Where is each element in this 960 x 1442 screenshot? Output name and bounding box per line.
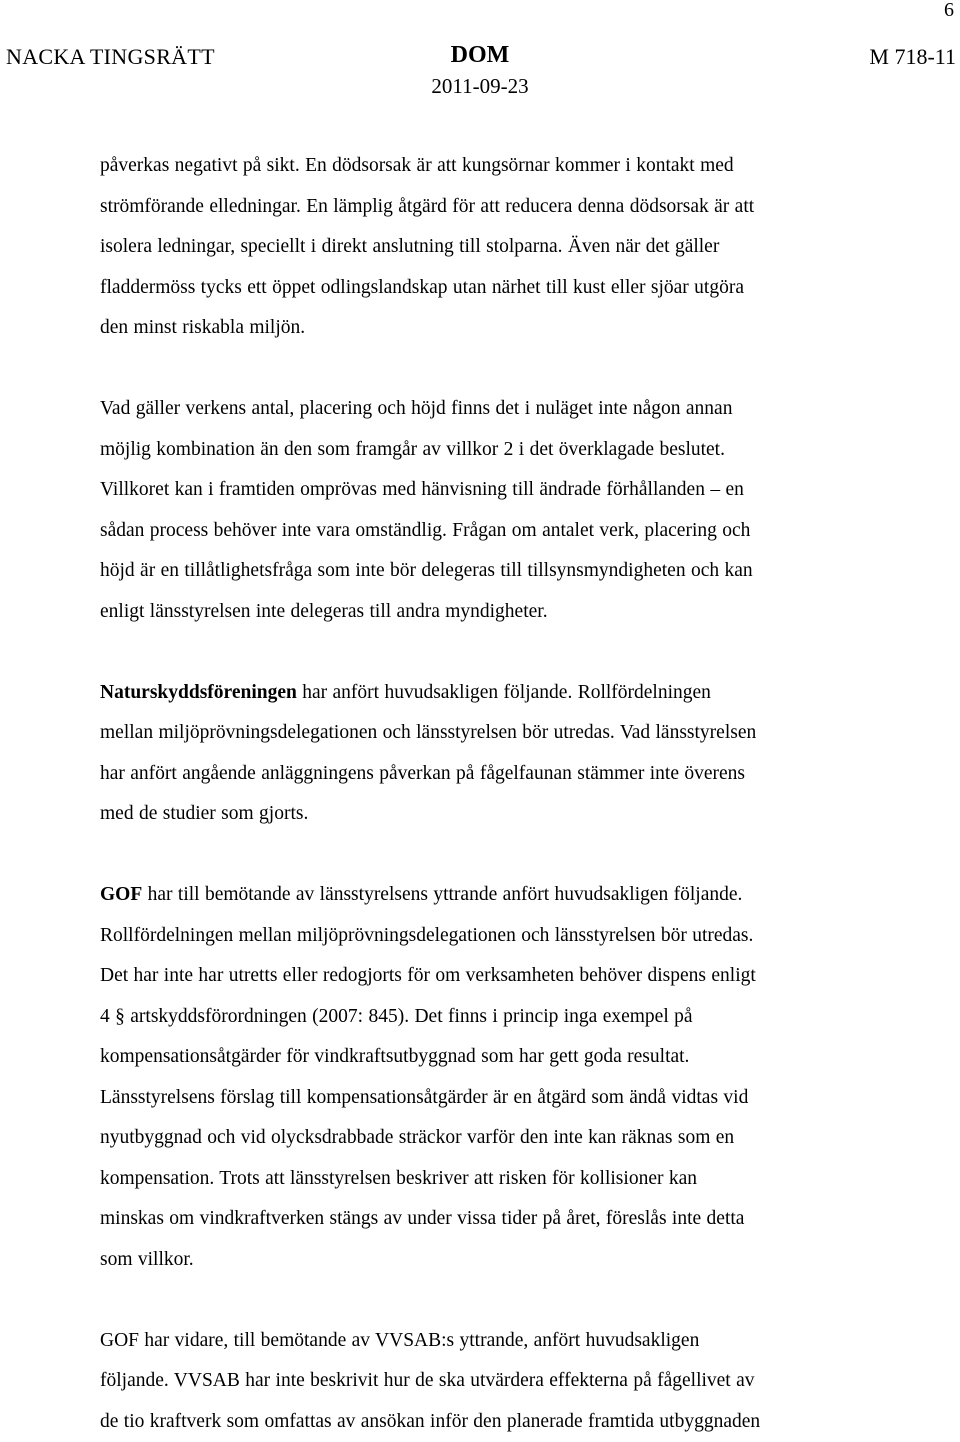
text-line: GOF har vidare, till bemötande av VVSAB:s yttrande, anfört huvudsakligen — [100, 1329, 700, 1351]
text-line: strömförande elledningar. En lämplig åtgärd för att reducera denna dödsorsak är att — [100, 195, 755, 217]
text-line: påverkas negativt på sikt. En dödsorsak är att kungsörnar kommer i kontakt med — [100, 155, 734, 176]
text-line: Det har inte har utretts eller redogjorts för om verksamheten behöver dispens enligt — [100, 965, 756, 986]
text-line: kompensationsåtgärder för vindkraftsutbyggnad som har gett goda resultat. — [100, 1046, 690, 1067]
text-line: isolera ledningar, speciellt i direkt anslutning till stolparna. Även när det gäller — [100, 236, 720, 257]
document-type: DOM — [450, 42, 510, 68]
text-line — [100, 673, 900, 714]
party-name: Naturskyddsföreningen — [100, 681, 297, 703]
text-run: har till bemötande av länsstyrelsens yttrande anfört huvudsakligen följande. — [142, 884, 743, 905]
text-line: 4 § artskyddsförordningen (2007: 845). Det finns i princip inga exempel på — [100, 1005, 693, 1027]
text-run: har anfört huvudsakligen följande. Rollfördelningen — [296, 681, 711, 703]
text-line: Villkoret kan i framtiden omprövas med hänvisning till ändrade förhållanden – en — [100, 479, 744, 500]
paragraph — [100, 1321, 900, 1442]
case-number: M 718-11 — [869, 44, 956, 69]
text-line — [100, 875, 900, 916]
paragraph — [100, 146, 900, 349]
text-line: fladdermöss tycks ett öppet odlingslandskap utan närhet till kust eller sjöar utgöra — [100, 276, 744, 298]
text-line: följande. VVSAB har inte beskrivit hur de ska utvärdera effekterna på fågellivet av — [100, 1370, 755, 1391]
header-center — [380, 40, 580, 102]
document-header — [0, 40, 960, 104]
text-line: mellan miljöprövningsdelegationen och länsstyrelsen bör utredas. Vad länsstyrelsen — [100, 722, 757, 743]
text-line: minskas om vindkraftverken stängs av under vissa tider på året, föreslås inte detta — [100, 1208, 745, 1229]
text-line: den minst riskabla miljön. — [100, 317, 306, 338]
court-name: NACKA TINGSRÄTT — [6, 44, 215, 69]
text-line: Vad gäller verkens antal, placering och höjd finns det i nuläget inte någon annan — [100, 398, 733, 419]
text-line: som villkor. — [100, 1248, 194, 1270]
text-line: enligt länsstyrelsen inte delegeras till andra myndigheter. — [100, 600, 548, 622]
text-line: nyutbyggnad och vid olycksdrabbade sträckor varför den inte kan räknas som en — [100, 1127, 735, 1148]
paragraph — [100, 673, 900, 835]
text-line: höjd är en tillåtlighetsfråga som inte bör delegeras till tillsynsmyndigheten och kan — [100, 560, 753, 581]
page-number: 6 — [944, 0, 954, 21]
text-line: Rollfördelningen mellan miljöprövningsdelegationen och länsstyrelsen bör utredas. — [100, 924, 754, 946]
text-line: de tio kraftverk som omfattas av ansökan inför den planerade framtida utbyggnaden — [100, 1410, 761, 1432]
text-line: har anfört angående anläggningens påverkan på fågelfaunan stämmer inte överens — [100, 762, 746, 784]
text-line: möjlig kombination än den som framgår av villkor 2 i det överklagade beslutet. — [100, 438, 725, 460]
text-line: Länsstyrelsens förslag till kompensationsåtgärder är en åtgärd som ändå vidtas vid — [100, 1086, 749, 1108]
text-line: sådan process behöver inte vara omständlig. Frågan om antalet verk, placering och — [100, 519, 751, 541]
text-line: kompensation. Trots att länsstyrelsen beskriver att risken för kollisioner kan — [100, 1167, 697, 1189]
paragraph — [100, 389, 900, 632]
document-date: 2011-09-23 — [431, 74, 529, 98]
text-line: med de studier som gjorts. — [100, 803, 309, 824]
document-body — [100, 146, 900, 1442]
party-name: GOF — [100, 884, 143, 905]
paragraph — [100, 875, 900, 1280]
